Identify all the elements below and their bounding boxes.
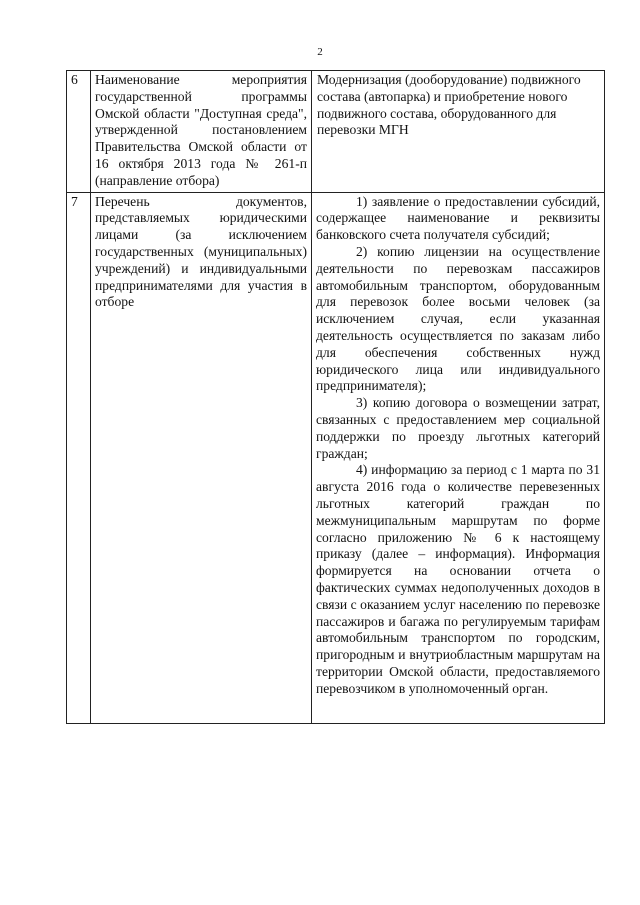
document-item-paragraph: 1) заявление о предоставлении субсидий, содержащее наименование и реквизиты банковского счета получателя субсидий; bbox=[316, 193, 600, 243]
row-label-cell: Перечень документов, представляемых юридическими лицами (за исключением государственных (муниципальных) учреждений) и индивидуальными предпринимателями для участия в отборе bbox=[91, 192, 312, 724]
page-number: 2 bbox=[317, 46, 323, 58]
document-item-paragraph: 4) информацию за период с 1 марта по 31 августа 2016 года о количестве перевезенных льготных категорий граждан по межмуниципальным маршрутам по форме согласно приложению № 6 к настоящему приказу (далее – информация). Информация формируется на основании отчета о фактических суммах недополученных доходов в связи с оказанием услуг населению по перевозке пассажиров и багажа по регулируемым тарифам автомобильным транспортом по городским, пригородным и внутриобластным маршрутам на территории Омской области, предоставляемого перевозчиком в уполномоченный орган. bbox=[316, 462, 600, 696]
row-label-cell: Наименование мероприятия государственной программы Омской области "Доступная среда", утвержденной постановлением Правительства Омской области от 16 октября 2013 года № 261-п (направление отбора) bbox=[91, 71, 312, 193]
document-item-paragraph: 2) копию лицензии на осуществление деятельности по перевозкам пассажиров автомобильным транспортом, оборудованным для перевозок более восьми человек (за исключением случая, если указанная деятельность осуществляется по заказам либо для обеспечения собственных нужд юридического лица или индивидуального предпринимателя); bbox=[316, 243, 600, 394]
table-row bbox=[67, 192, 605, 724]
row-value-cell: Модернизация (дооборудование) подвижного состава (автопарка) и приобретение нового подвижного состава, оборудованного для перевозки МГН bbox=[312, 71, 605, 193]
row-number-cell: 7 bbox=[67, 192, 91, 724]
table-row bbox=[67, 71, 605, 193]
document-table bbox=[66, 70, 605, 724]
row-value-cell bbox=[312, 192, 605, 724]
document-item-paragraph: 3) копию договора о возмещении затрат, связанных с предоставлением мер социальной поддержки по проезду льготных категорий граждан; bbox=[316, 395, 600, 461]
row-number-cell: 6 bbox=[67, 71, 91, 193]
